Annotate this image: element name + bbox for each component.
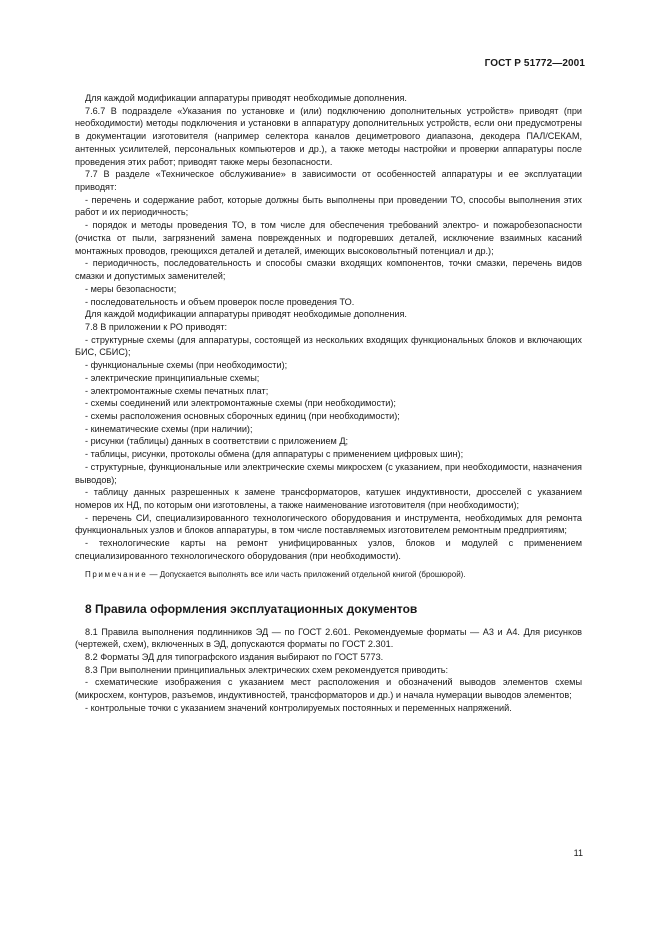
list-item: - схемы расположения основных сборочных единиц (при необходимости); — [85, 410, 400, 421]
list-item: - электромонтажные схемы печатных плат; — [85, 385, 269, 396]
list-item: - перечень СИ, специализированного технологического оборудования и инструмента, необходимых для ремонта функциональных узлов и блоков аппаратуры, в том числе поставляемых изготовителем ремонтным предприятиям; — [75, 512, 582, 536]
list-item: - рисунки (таблицы) данных в соответствии с приложением Д; — [85, 436, 349, 447]
list-item: - меры безопасности; — [85, 283, 177, 294]
list-item: - периодичность, последовательность и способы смазки входящих компонентов, точки смазки, перечень видов смазки и допустимых заменителей; — [75, 258, 582, 282]
section-heading: 8 Правила оформления эксплуатационных документов — [85, 601, 418, 616]
paragraph: 8.3 При выполнении принципиальных электрических схем рекомендуется приводить: — [85, 664, 449, 675]
paragraph: Для каждой модификации аппаратуры приводят необходимые дополнения. — [85, 93, 407, 103]
paragraph: 8.1 Правила выполнения подлинников ЭД — по ГОСТ 2.601. Рекомендуемые форматы — А3 и А4. Для рисунков (чертежей, схем), включенных в ЭД, допускаются форматы по ГОСТ 2.301. — [75, 626, 582, 650]
list-item: - перечень и содержание работ, которые должны быть выполнены при проведении ТО, способы выполнения этих работ и их периодичность; — [75, 194, 582, 218]
list-item: - структурные схемы (для аппаратуры, состоящей из нескольких входящих функциональных блоков и включающих БИС, СБИС); — [75, 334, 582, 358]
paragraph: 7.8 В приложении к РО приводят: — [85, 321, 228, 332]
note-text: — Допускается выполнять все или часть приложений отдельной книгой (брошюрой). — [147, 569, 466, 579]
page-body — [75, 92, 582, 715]
page-number: 11 — [573, 848, 583, 858]
note — [75, 569, 582, 580]
paragraph: 7.6.7 В подразделе «Указания по установке и (или) подключению дополнительных устройств» приводят (при необходимости) методы подключения и установки в аппаратуру дополнительных устройств, если они предусмотрены в документации изготовителя (например селектора каналов дециметрового диапазона, декодера ПАЛ/СЕКАМ, антенных усилителей, персональных компьютеров и др.), а также методы настройки и проверки аппаратуры после проведения этих работ; приводят также меры безопасности. — [75, 105, 582, 167]
note-label: Примечание — [85, 569, 148, 579]
paragraph: 7.7 В разделе «Техническое обслуживание» в зависимости от особенностей аппаратуры и ее эксплуатации приводят: — [75, 169, 582, 193]
list-item: - порядок и методы проведения ТО, в том числе для обеспечения требований электро- и пожаробезопасности (очистка от пыли, загрязнений замена поврежденных и подгоревших деталей, исключение взаимных касаний монтажных проводов, греющихся деталей и деталей, имеющих высоковольтный потенциал и др.); — [75, 220, 582, 256]
document-code: ГОСТ Р 51772—2001 — [484, 58, 585, 69]
list-item: - схемы соединений или электромонтажные схемы (при необходимости); — [85, 398, 396, 409]
list-item: - структурные, функциональные или электрические схемы микросхем (с указанием, при необходимости, назначения выводов); — [75, 461, 582, 485]
paragraph: 8.2 Форматы ЭД для типографского издания выбирают по ГОСТ 5773. — [85, 652, 384, 663]
list-item: - схематические изображения с указанием мест расположения и обозначений выводов элементов схемы (микросхем, контуров, разъемов, индуктивностей, трансформаторов и др.) и начала нумерации выводов элементов; — [75, 677, 582, 701]
list-item: - таблицу данных разрешенных к замене трансформаторов, катушек индуктивности, дросселей с указанием номеров их НД, по которым они изготовлены, а также наименование изготовителя (при необходимости); — [75, 487, 582, 510]
list-item: - электрические принципиальные схемы; — [85, 372, 260, 383]
list-item: - кинематические схемы (при наличии); — [85, 423, 253, 434]
list-item: - таблицы, рисунки, протоколы обмена (для аппаратуры с применением цифровых шин); — [85, 449, 464, 460]
paragraph: Для каждой модификации аппаратуры приводят необходимые дополнения. — [85, 309, 407, 320]
list-item: - технологические карты на ремонт унифицированных узлов, блоков и модулей с применением специализированного технологического оборудования (при необходимости). — [75, 538, 582, 561]
list-item: - функциональные схемы (при необходимости); — [85, 360, 288, 371]
list-item: - последовательность и объем проверок после проведения ТО. — [85, 296, 355, 307]
list-item: - контрольные точки с указанием значений контролируемых постоянных и переменных напряжений. — [85, 702, 512, 713]
